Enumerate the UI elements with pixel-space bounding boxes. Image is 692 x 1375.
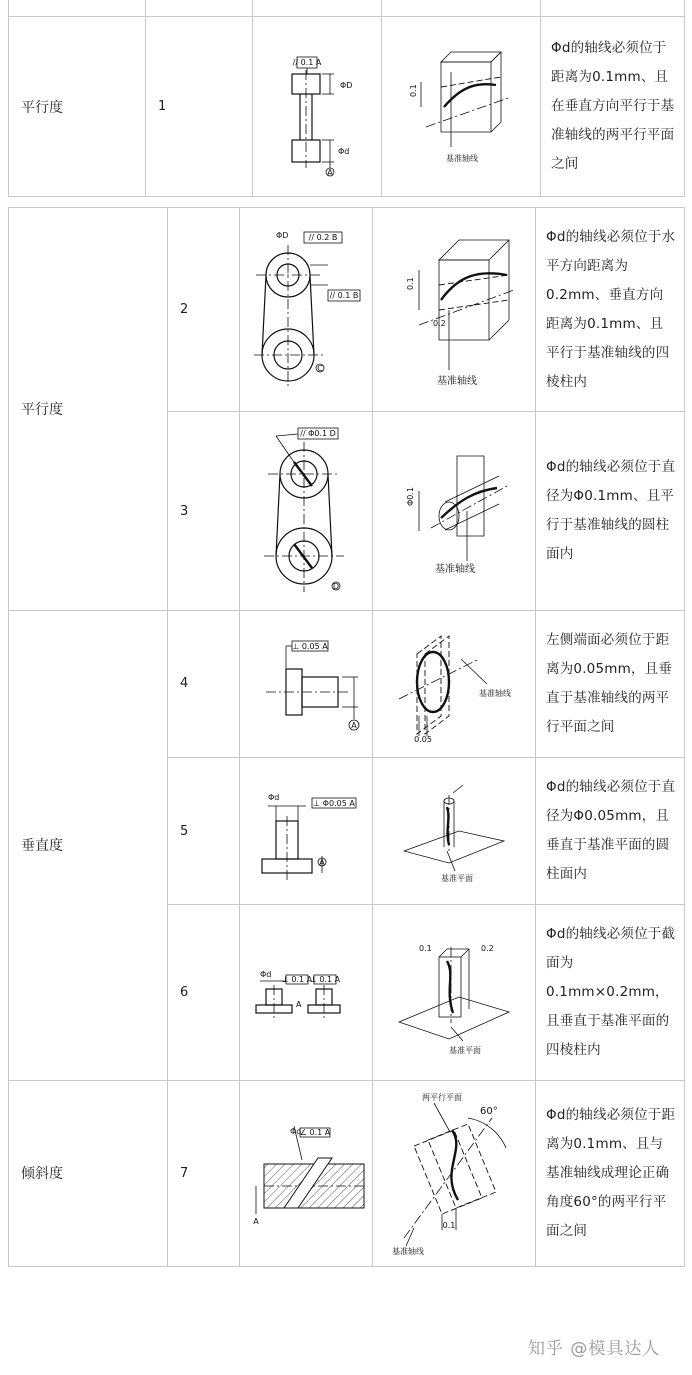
zone-drawing-cell [373,412,536,610]
svg-text:Φd: Φd [268,793,280,803]
linkage-drawing [246,230,366,390]
zone-drawing-cell [373,610,536,757]
svg-text:0.2: 0.2 [481,944,494,954]
svg-text:A: A [327,167,333,177]
svg-text:ΦD: ΦD [340,80,353,90]
table-row [9,1080,685,1266]
zone-drawing-cell [373,758,536,905]
row-number: 3 [168,412,240,610]
cylinder-zone-drawing [389,436,519,586]
row-number: 6 [168,905,240,1080]
drawing-cell [240,905,373,1080]
svg-text:基准轴线: 基准轴线 [435,564,475,576]
svg-text:基准平面: 基准平面 [441,874,473,884]
svg-text:// 0.1 A: // 0.1 A [292,57,322,67]
linkage-drawing-cylinder [246,426,366,596]
table-row [9,610,685,757]
perp-cylinder-zone-drawing [389,771,519,891]
svg-text:60°: 60° [480,1106,498,1118]
parallel-zone-drawing [406,47,516,167]
pin-drawing [246,776,366,886]
parallel-shaft-drawing [272,42,362,177]
category-cell: 平行度 [9,208,168,611]
endface-zone-drawing [389,624,519,744]
drawing-cell [240,208,373,412]
zone-drawing-cell [382,17,541,197]
svg-text:A: A [319,858,325,868]
drawing-cell [240,1080,373,1266]
svg-text:Φd: Φd [260,970,272,980]
svg-text:∠ 0.1 A: ∠ 0.1 A [299,1128,331,1138]
zone-drawing-cell [373,208,536,412]
prism-zone-drawing [389,230,519,390]
row-number: 2 [168,208,240,412]
tolerance-table-1 [8,0,685,197]
svg-text:⊥ 0.1 A: ⊥ 0.1 A [309,975,341,985]
svg-text:0.05: 0.05 [414,734,432,744]
svg-text:基准轴线: 基准轴线 [392,1247,424,1257]
pin-views-drawing [246,937,366,1047]
watermark: 知乎 @模具达人 [528,1339,661,1359]
description-cell: Φd的轴线必须位于距离为0.1mm、且在垂直方向平行于基准轴线的两平行平面之间 [541,17,685,197]
header-cell [541,0,685,17]
svg-text:两平行平面: 两平行平面 [422,1093,462,1103]
description-cell: Φd的轴线必须位于截面为0.1mm×0.2mm，且垂直于基准平面的四棱柱内 [536,905,685,1080]
row-number: 5 [168,758,240,905]
svg-text:// 0.2 B: // 0.2 B [308,232,338,242]
svg-text:ΦD: ΦD [276,230,289,240]
zone-drawing-cell [373,1080,536,1266]
svg-text:Φd: Φd [338,146,350,156]
svg-text:基准轴线: 基准轴线 [479,688,511,698]
category-cell: 垂直度 [9,610,168,1080]
drawing-cell [240,412,373,610]
svg-text:基准轴线: 基准轴线 [446,153,478,163]
description-cell: Φd的轴线必须位于直径为Φ0.05mm，且垂直于基准平面的圆柱面内 [536,758,685,905]
header-cell [253,0,382,17]
svg-text:⊥ Φ0.05 A: ⊥ Φ0.05 A [313,799,355,809]
svg-text:D: D [332,582,340,592]
description-cell: Φd的轴线必须位于水平方向距离为0.2mm、垂直方向距离为0.1mm、且平行于基准轴线的四棱柱内 [536,208,685,412]
svg-text:A: A [296,1000,302,1010]
description-cell: 左侧端面必须位于距离为0.05mm，且垂直于基准轴线的两平行平面之间 [536,610,685,757]
angle-zone-drawing [384,1088,524,1258]
category-cell: 平行度 [9,17,146,197]
svg-text:0.1: 0.1 [419,944,432,954]
svg-text:// Φ0.1 D: // Φ0.1 D [300,429,336,439]
row-number: 4 [168,610,240,757]
svg-text:0.1: 0.1 [406,276,415,290]
table-row [9,17,685,197]
svg-text:A: A [253,1217,259,1227]
drawing-cell [253,17,382,197]
category-cell: 倾斜度 [9,1080,168,1266]
svg-text:⊥ 0.1 A: ⊥ 0.1 A [281,975,313,985]
svg-text:Φd: Φd [290,1127,302,1137]
perp-prism-zone-drawing [389,927,519,1057]
description-cell: Φd的轴线必须位于距离为0.1mm、且与基准轴线成理论正确角度60°的两平行平面之间 [536,1080,685,1266]
inclined-hole-drawing [246,1118,366,1228]
tolerance-table-2 [8,207,685,1267]
svg-text:A: A [351,720,357,730]
description-cell: Φd的轴线必须位于直径为Φ0.1mm、且平行于基准轴线的圆柱面内 [536,412,685,610]
svg-text:C: C [317,363,323,373]
svg-text:0.2: 0.2 [433,318,446,328]
svg-text:⊥ 0.05 A: ⊥ 0.05 A [292,641,328,651]
svg-text:0.1: 0.1 [409,83,418,97]
svg-text:0.1: 0.1 [442,1221,456,1231]
svg-text:基准轴线: 基准轴线 [437,375,477,387]
header-cell [382,0,541,17]
svg-text:// 0.1 B: // 0.1 B [329,290,359,300]
table-row [9,208,685,412]
header-cell [146,0,253,17]
row-number: 7 [168,1080,240,1266]
svg-text:基准平面: 基准平面 [449,1046,481,1056]
header-cell [9,0,146,17]
zone-drawing-cell [373,905,536,1080]
flange-drawing [246,629,366,739]
drawing-cell [240,610,373,757]
svg-text:Φ0.1: Φ0.1 [406,487,415,507]
drawing-cell [240,758,373,905]
row-number: 1 [146,17,253,197]
